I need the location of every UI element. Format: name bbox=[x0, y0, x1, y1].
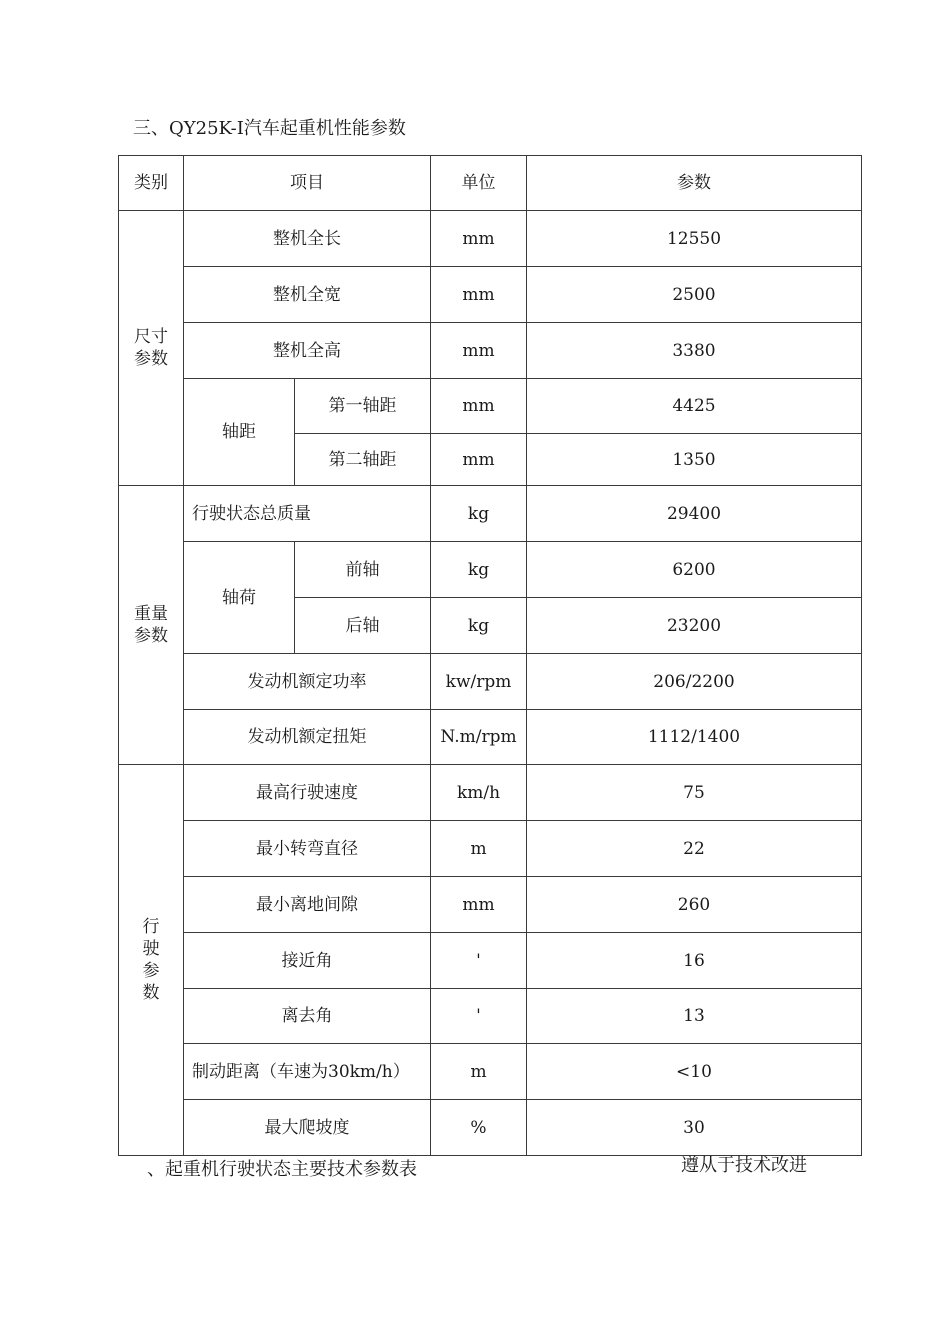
unit-cell: mm bbox=[431, 211, 527, 267]
item-cell: 整机全宽 bbox=[184, 267, 431, 323]
value-cell: 16 bbox=[527, 933, 862, 989]
unit-cell: kw/rpm bbox=[431, 654, 527, 710]
value-cell: 13 bbox=[527, 989, 862, 1044]
value-cell: 6200 bbox=[527, 542, 862, 598]
unit-cell: ' bbox=[431, 933, 527, 989]
item-cell: 行驶状态总质量 bbox=[184, 486, 431, 542]
category-travel-char: 数 bbox=[142, 983, 160, 1003]
category-size-line1: 尺寸 bbox=[134, 327, 168, 347]
item-cell: 离去角 bbox=[184, 989, 431, 1044]
value-cell: 30 bbox=[527, 1100, 862, 1156]
unit-cell: kg bbox=[431, 542, 527, 598]
footnote: 遵从于技术改进 bbox=[681, 1155, 807, 1176]
table-row bbox=[119, 379, 862, 434]
category-travel-char: 行 bbox=[142, 917, 160, 937]
header-unit: 单位 bbox=[431, 156, 527, 211]
table-row bbox=[119, 1100, 862, 1156]
unit-cell: mm bbox=[431, 323, 527, 379]
unit-cell: mm bbox=[431, 434, 527, 486]
value-cell: 260 bbox=[527, 877, 862, 933]
table-row bbox=[119, 710, 862, 765]
unit-cell: kg bbox=[431, 598, 527, 654]
item-cell: 最高行驶速度 bbox=[184, 765, 431, 821]
spec-table bbox=[118, 155, 862, 1156]
unit-cell: % bbox=[431, 1100, 527, 1156]
header-item: 项目 bbox=[184, 156, 431, 211]
item-cell: 最大爬坡度 bbox=[184, 1100, 431, 1156]
table-row bbox=[119, 211, 862, 267]
table-row bbox=[119, 989, 862, 1044]
value-cell: 12550 bbox=[527, 211, 862, 267]
header-category: 类别 bbox=[119, 156, 184, 211]
unit-cell: m bbox=[431, 821, 527, 877]
unit-cell: ' bbox=[431, 989, 527, 1044]
category-weight bbox=[119, 486, 184, 765]
unit-cell: km/h bbox=[431, 765, 527, 821]
wheelbase-group-label: 轴距 bbox=[184, 379, 295, 486]
item-cell: 发动机额定功率 bbox=[184, 654, 431, 710]
header-param: 参数 bbox=[527, 156, 862, 211]
item-cell: 第一轴距 bbox=[295, 379, 431, 434]
value-cell: <10 bbox=[527, 1044, 862, 1100]
item-cell: 后轴 bbox=[295, 598, 431, 654]
table-row bbox=[119, 821, 862, 877]
table-header-row bbox=[119, 156, 862, 211]
unit-cell: mm bbox=[431, 877, 527, 933]
unit-cell: N.m/rpm bbox=[431, 710, 527, 765]
category-travel bbox=[119, 765, 184, 1156]
category-weight-line2: 参数 bbox=[134, 626, 168, 646]
value-cell: 3380 bbox=[527, 323, 862, 379]
table-row bbox=[119, 654, 862, 710]
category-size-line2: 参数 bbox=[134, 349, 168, 369]
table-row bbox=[119, 877, 862, 933]
table-row bbox=[119, 933, 862, 989]
category-travel-char: 参 bbox=[142, 961, 160, 981]
value-cell: 206/2200 bbox=[527, 654, 862, 710]
category-size bbox=[119, 211, 184, 486]
item-cell: 前轴 bbox=[295, 542, 431, 598]
item-cell: 整机全高 bbox=[184, 323, 431, 379]
value-cell: 2500 bbox=[527, 267, 862, 323]
item-cell: 整机全长 bbox=[184, 211, 431, 267]
table-caption: 、起重机行驶状态主要技术参数表 bbox=[147, 1159, 417, 1180]
item-cell: 第二轴距 bbox=[295, 434, 431, 486]
value-cell: 1112/1400 bbox=[527, 710, 862, 765]
item-cell: 最小转弯直径 bbox=[184, 821, 431, 877]
value-cell: 22 bbox=[527, 821, 862, 877]
value-cell: 75 bbox=[527, 765, 862, 821]
item-cell: 接近角 bbox=[184, 933, 431, 989]
table-row bbox=[119, 765, 862, 821]
table-row bbox=[119, 486, 862, 542]
item-cell: 发动机额定扭矩 bbox=[184, 710, 431, 765]
table-row bbox=[119, 1044, 862, 1100]
unit-cell: m bbox=[431, 1044, 527, 1100]
unit-cell: mm bbox=[431, 379, 527, 434]
value-cell: 4425 bbox=[527, 379, 862, 434]
category-weight-line1: 重量 bbox=[134, 604, 168, 624]
page-title: 三、QY25K-I汽车起重机性能参数 bbox=[133, 118, 406, 139]
item-cell: 最小离地间隙 bbox=[184, 877, 431, 933]
table-row bbox=[119, 542, 862, 598]
table-row bbox=[119, 323, 862, 379]
unit-cell: kg bbox=[431, 486, 527, 542]
category-travel-char: 驶 bbox=[142, 939, 160, 959]
unit-cell: mm bbox=[431, 267, 527, 323]
table-row bbox=[119, 267, 862, 323]
value-cell: 23200 bbox=[527, 598, 862, 654]
value-cell: 1350 bbox=[527, 434, 862, 486]
item-cell: 制动距离（车速为30km/h） bbox=[184, 1044, 431, 1100]
value-cell: 29400 bbox=[527, 486, 862, 542]
axle-load-group-label: 轴荷 bbox=[184, 542, 295, 654]
